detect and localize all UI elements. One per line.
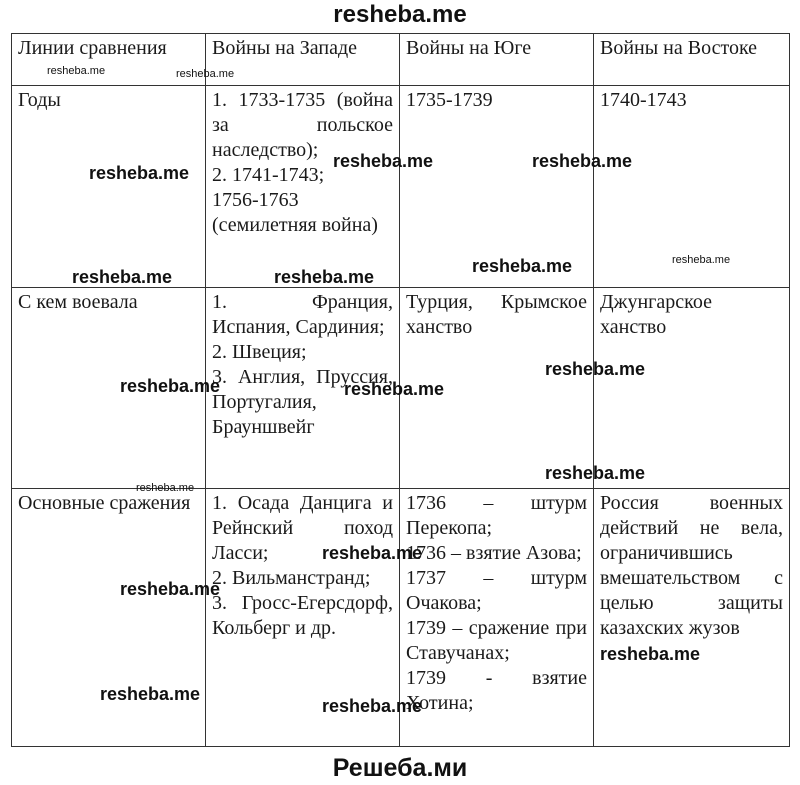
cell-west: 1. 1733-1735 (война за польское наследство); 2. 1741-1743; 1756-1763 (семилетняя война): [206, 86, 400, 288]
watermark: resheba.me: [545, 359, 646, 379]
cell-south: 1736 – штурм Перекопа; 1736 – взятие Азова; 1737 – штурм Очакова; 1739 – сражение при Ставучанах; 1739 - взятие Хотина;: [400, 489, 594, 747]
column-header-east: Войны на Востоке: [594, 34, 790, 86]
watermark: resheba.me: [600, 644, 701, 664]
watermark: resheba.me: [322, 543, 423, 563]
cell-south: Турция, Крымское ханство: [400, 288, 594, 489]
cell-south: 1735-1739: [400, 86, 594, 288]
column-header-west: Войны на Западе: [206, 34, 400, 86]
cell-west: 1. Франция, Испания, Сардиния; 2. Швеция; 3. Англия, Пруссия, Португалия, Брауншвейг: [206, 288, 400, 489]
watermark: resheba.me: [532, 151, 633, 171]
cell-east: Джунгарское ханство: [594, 288, 790, 489]
watermark: resheba.me: [545, 463, 646, 483]
watermark: resheba.me: [274, 267, 375, 287]
watermark: resheba.me: [672, 254, 731, 266]
watermark: resheba.me: [176, 68, 235, 80]
cell-east: 1740-1743: [594, 86, 790, 288]
row-label: Основные сражения: [12, 489, 206, 747]
cell-west: 1. Осада Данцига и Рейнский поход Ласси; 2. Вильманстранд; 3. Гросс-Егерсдорф, Кольберг и др.: [206, 489, 400, 747]
watermark: resheba.me: [100, 684, 201, 704]
watermark: resheba.me: [472, 256, 573, 276]
watermark: resheba.me: [136, 482, 195, 494]
row-label: Годы: [12, 86, 206, 288]
column-header-south: Войны на Юге: [400, 34, 594, 86]
watermark: resheba.me: [89, 163, 190, 183]
table-header-row: [12, 34, 790, 86]
watermark: resheba.me: [72, 267, 173, 287]
watermark: resheba.me: [120, 376, 221, 396]
column-header-criteria: Линии сравнения: [12, 34, 206, 86]
watermark: resheba.me: [333, 151, 434, 171]
site-title: resheba.me: [333, 1, 467, 28]
watermark: resheba.me: [322, 696, 423, 716]
site-footer-title: Решеба.ми: [332, 754, 468, 782]
watermark: resheba.me: [47, 65, 106, 77]
watermark: resheba.me: [120, 579, 221, 599]
cell-east: Россия военных действий не вела, ограничившись вмешательством с целью защиты казахских жузов: [594, 489, 790, 747]
row-label: С кем воевала: [12, 288, 206, 489]
watermark: resheba.me: [344, 379, 445, 399]
